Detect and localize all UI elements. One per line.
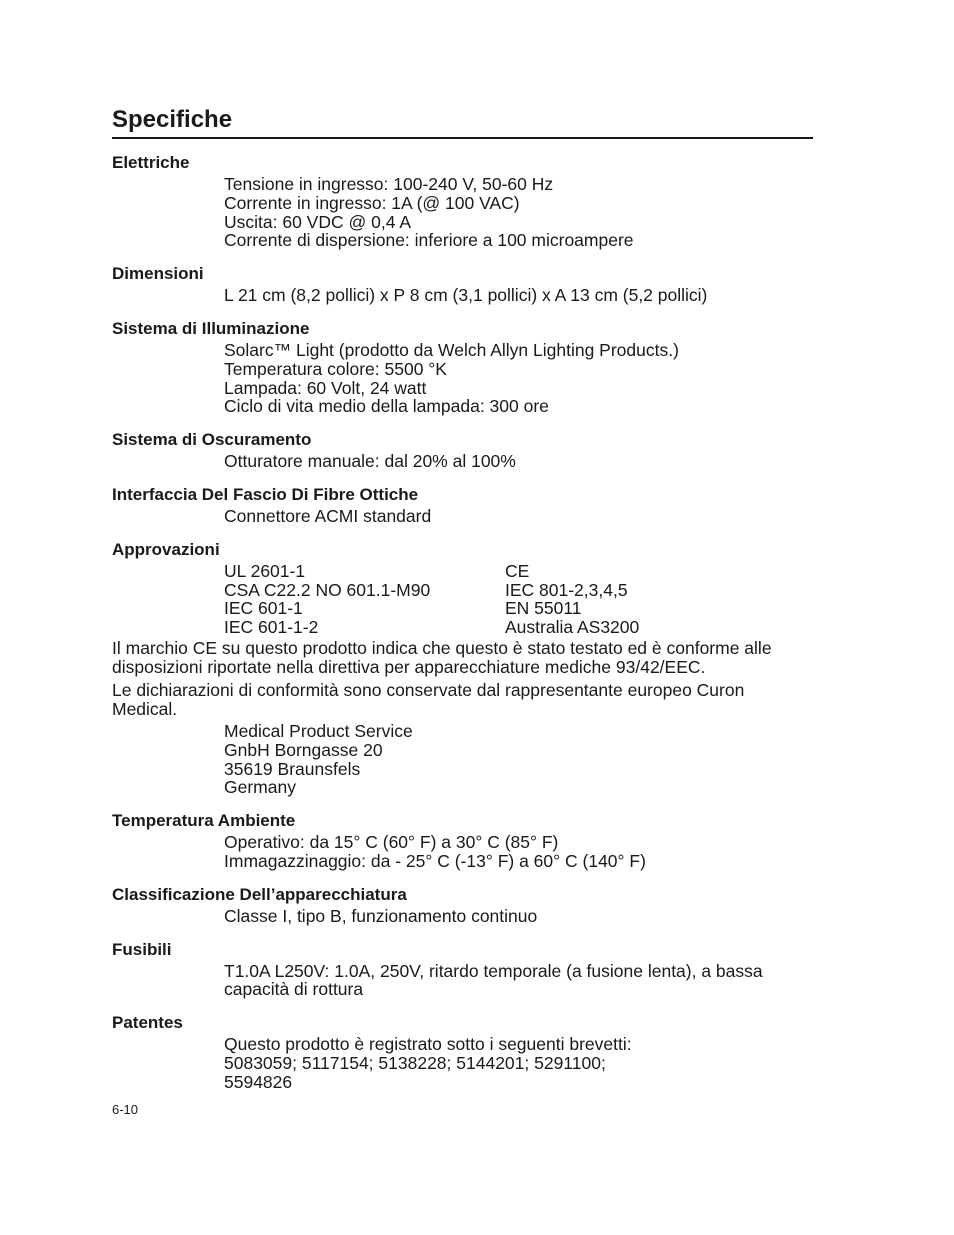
spec-line: Connettore ACMI standard — [224, 505, 432, 526]
spec-line: L 21 cm (8,2 pollici) x P 8 cm (3,1 pollici) x A 13 cm (5,2 pollici) — [224, 285, 708, 306]
spec-lines — [224, 452, 813, 471]
spec-line: Tensione in ingresso: 100-240 V, 50-60 Hz — [224, 174, 554, 194]
section-heading: Dimensioni — [112, 264, 204, 284]
page-number: 6-10 — [112, 1102, 139, 1117]
spec-line: Corrente in ingresso: 1A (@ 100 VAC) — [224, 192, 520, 213]
approval-item: EN 55011 — [505, 598, 582, 619]
address-line: 35619 Braunsfels — [224, 758, 361, 779]
approval-item: IEC 601-1-2 — [224, 617, 319, 638]
spec-lines — [224, 962, 813, 1000]
section-dimensioni — [112, 264, 813, 305]
approval-item: Australia AS3200 — [505, 617, 640, 638]
section-heading: Elettriche — [112, 153, 190, 172]
spec-line: Temperatura colore: 5500 °K — [224, 358, 447, 379]
spec-lines — [224, 507, 813, 526]
spec-line: 5083059; 5117154; 5138228; 5144201; 5291100; — [224, 1052, 606, 1073]
spec-line: 5594826 — [224, 1071, 293, 1092]
section-fusibili — [112, 940, 813, 1000]
approvals-grid — [224, 562, 813, 637]
spec-line: Solarc™ Light (prodotto da Welch Allyn Lighting Products.) — [224, 339, 679, 360]
conformity-paragraph: Le dichiarazioni di conformità sono conservate dal rappresentante europeo Curon Medical. — [112, 679, 745, 719]
section-elettriche — [112, 153, 813, 250]
spec-line: Otturatore manuale: dal 20% al 100% — [224, 451, 516, 472]
spec-line: Uscita: 60 VDC @ 0,4 A — [224, 211, 412, 232]
section-patentes — [112, 1013, 813, 1091]
spec-line: Questo prodotto è registrato sotto i seguenti brevetti: — [224, 1034, 632, 1055]
section-illuminazione — [112, 319, 813, 416]
spec-lines — [224, 341, 813, 416]
address-line: Germany — [224, 777, 296, 798]
spec-line: Operativo: da 15° C (60° F) a 30° C (85° F) — [224, 832, 559, 853]
spec-line: Lampada: 60 Volt, 24 watt — [224, 377, 427, 398]
spec-line: T1.0A L250V: 1.0A, 250V, ritardo temporale (a fusione lenta), a bassa capacità di rottura — [224, 960, 763, 1000]
spec-line: Classe I, tipo B, funzionamento continuo — [224, 905, 538, 926]
section-heading: Patentes — [112, 1013, 183, 1033]
spec-line: Corrente di dispersione: inferiore a 100 microampere — [224, 230, 634, 251]
section-heading: Classificazione Dell’apparecchiatura — [112, 884, 407, 904]
section-oscuramento — [112, 430, 813, 471]
spec-line: Immagazzinaggio: da - 25° C (-13° F) a 60° C (140° F) — [224, 850, 646, 871]
approval-item: CSA C22.2 NO 601.1-M90 — [224, 579, 431, 600]
address-line: Medical Product Service — [224, 720, 413, 741]
spec-lines — [224, 175, 813, 250]
section-heading: Fusibili — [112, 939, 172, 959]
section-heading: Approvazioni — [112, 539, 220, 559]
spec-lines — [224, 286, 813, 305]
section-heading: Temperatura Ambiente — [112, 811, 296, 831]
section-heading: Interfaccia Del Fascio Di Fibre Ottiche — [112, 484, 419, 504]
approval-item: UL 2601-1 — [224, 560, 306, 581]
spec-lines — [224, 907, 813, 926]
section-temperatura — [112, 811, 813, 871]
approval-item: CE — [505, 560, 530, 581]
spec-page — [112, 104, 813, 1092]
section-heading: Sistema di Illuminazione — [112, 318, 310, 338]
approval-item: IEC 801-2,3,4,5 — [505, 579, 628, 600]
approval-item: IEC 601-1 — [224, 598, 303, 619]
section-interfaccia — [112, 485, 813, 526]
page-title: Specifiche — [112, 104, 813, 139]
section-approvazioni — [112, 540, 813, 797]
spec-line: Ciclo di vita medio della lampada: 300 ore — [224, 396, 549, 417]
ce-mark-paragraph: Il marchio CE su questo prodotto indica che questo è stato testato ed è conforme alle disposizioni riportate nella direttiva per apparecchiature mediche 93/42/EEC. — [112, 637, 772, 677]
address-block — [224, 722, 813, 797]
section-heading: Sistema di Oscuramento — [112, 430, 312, 450]
section-classificazione — [112, 885, 813, 926]
spec-lines — [224, 833, 813, 871]
address-line: GnbH Borngasse 20 — [224, 739, 383, 760]
spec-lines — [224, 1035, 813, 1091]
